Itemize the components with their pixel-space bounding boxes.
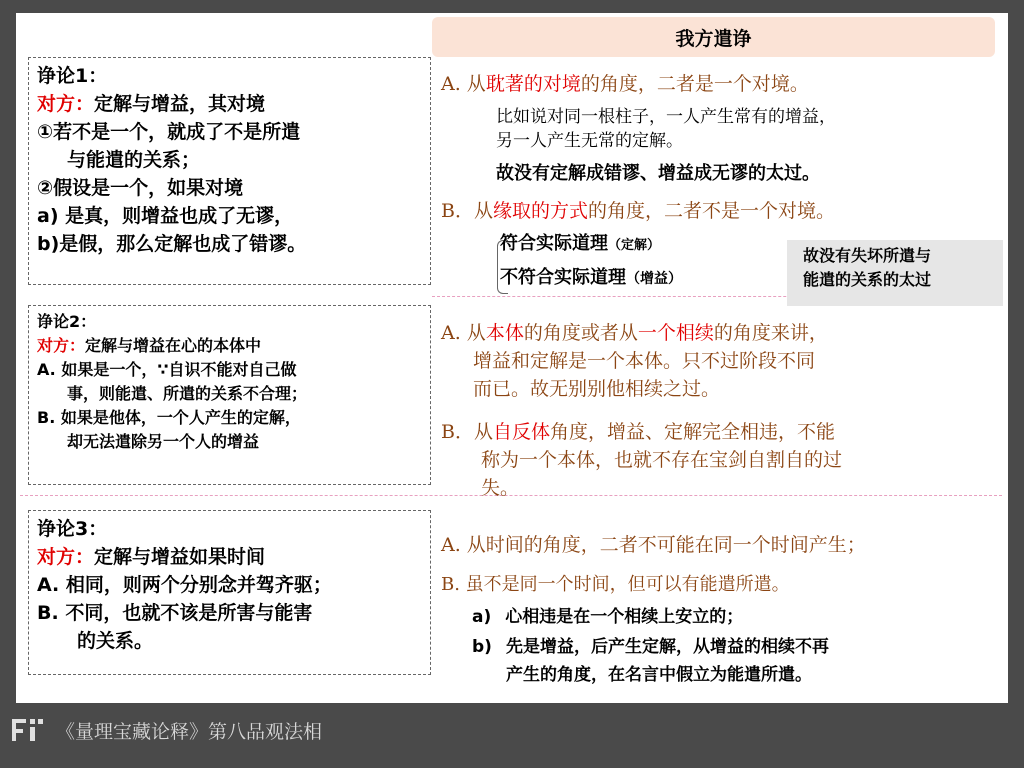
response-3b-item-b: b) 先是增益，后产生定解，从增益的相续不再 产生的角度，在名言中假立为能遣所遣。 <box>472 637 829 685</box>
response-2a: A. 从本体的角度或者从一个相续的角度来讲， 增益和定解是一个本体。只不过阶段不同 而已。故无别别他相续之过。 <box>441 322 828 400</box>
slide-title: 我方遣诤 <box>432 17 995 57</box>
response-1a-example: 比如说对同一根柱子，一人产生常有的增益， 另一人产生无常的定解。 <box>496 107 836 151</box>
argument-1-line: ①若不是一个，就成了不是所遣 <box>37 121 301 143</box>
response-1a: A. 从耽著的对境的角度，二者是一个对境。 <box>441 73 809 95</box>
footer-title: 《量理宝藏论释》第八品观法相 <box>56 720 323 743</box>
argument-2-line: 却无法遣除另一个人的增益 <box>67 432 260 451</box>
response-1b: B．从缘取的方式的角度，二者不是一个对境。 <box>441 200 835 222</box>
footer <box>10 712 322 748</box>
opponent-claim-3: 对方：定解与增益如果时间 <box>37 546 266 568</box>
argument-1-line: ②假设是一个，如果对境 <box>37 177 244 199</box>
slide <box>16 13 1008 703</box>
conclusion-note: 故没有失坏所遣与 能遣的关系的太过 <box>787 240 1003 306</box>
argument-2-line: A. 如果是一个，∵自识不能对自己做 <box>37 360 297 379</box>
argument-3-heading: 诤论3： <box>37 518 108 540</box>
argument-box-3 <box>28 510 431 675</box>
response-2b: B．从自反体角度，增益、定解完全相违，不能 称为一个本体，也就不存在宝剑自割自的过 失。 <box>441 421 843 499</box>
argument-2-line: 事，则能遣、所遣的关系不合理； <box>67 384 308 403</box>
argument-box-2 <box>28 305 431 485</box>
argument-1-heading: 诤论1： <box>37 65 108 87</box>
response-3a: A. 从时间的角度，二者不可能在同一个时间产生； <box>441 534 866 556</box>
response-1a-conclusion: 故没有定解成错谬、增益成无谬的太过。 <box>496 163 820 184</box>
logo-icon <box>10 715 50 745</box>
response-3b-item-a: a) 心相违是在一个相续上安立的； <box>472 607 744 627</box>
fits-reality-line: 符合实际道理（定解） <box>500 233 661 254</box>
argument-3-line: 的关系。 <box>77 630 154 652</box>
opponent-claim-1: 对方：定解与增益，其对境 <box>37 93 266 115</box>
argument-2-heading: 诤论2： <box>37 312 97 331</box>
argument-3-line: B. 不同，也就不该是所害与能害 <box>37 602 313 624</box>
argument-2-line: B. 如果是他体，一个人产生的定解， <box>37 408 301 427</box>
argument-1-line: 与能遣的关系； <box>67 149 201 171</box>
opponent-claim-2: 对方：定解与增益在心的本体中 <box>37 336 262 355</box>
argument-1-line: a) 是真，则增益也成了无谬， <box>37 205 294 227</box>
unfit-reality-line: 不符合实际道理（增益） <box>500 267 682 288</box>
response-3b: B. 虽不是同一个时间，但可以有能遣所遣。 <box>441 574 790 595</box>
argument-1-line: b)是假，那么定解也成了错谬。 <box>37 233 307 255</box>
argument-3-line: A. 相同，则两个分别念并驾齐驱； <box>37 574 332 596</box>
argument-box-1 <box>28 57 431 285</box>
